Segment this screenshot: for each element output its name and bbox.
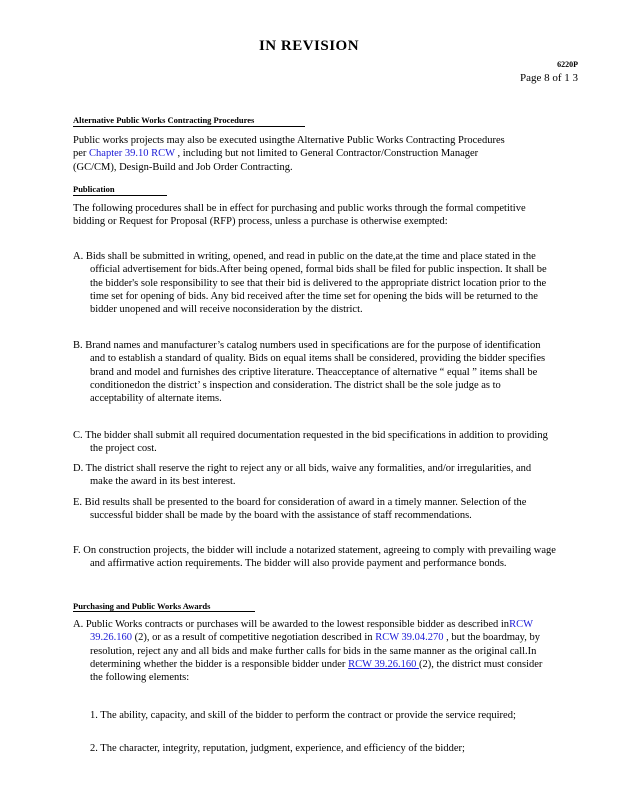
publication-intro: The following procedures shall be in effect for purchasing and public works through the formal competitive bidding or Request for Proposal (RFP) process, unless a purchase is otherwise exempted: (73, 203, 526, 228)
list-item-f: F. On construction projects, the bidder will include a notarized statement, agreeing to comply with prevailing wage and affirmative action requirements. The bidder will also provide payment and performance bonds. (73, 545, 556, 570)
heading-underline (73, 611, 255, 612)
rcw-39-26-160-link[interactable]: RCW 39.26.160 (90, 619, 533, 644)
page-title: IN REVISION (258, 38, 360, 54)
list-item-c: C. The bidder shall submit all required documentation requested in the bid specifications in addition to providing the project cost. (73, 430, 548, 455)
list-item-b: B. Brand names and manufacturer’s catalog numbers used in specifications are for the purpose of identification and to establish a standard of quality. Bids on equal items shall be considered, providing the bidder specifies brand and model and furnishes des criptive literature. Theacceptance of alternative “ equal ” items shall be conditionedon the district’ s inspection and consideration. The district shall be the sole judge as to acceptability of alternate items. (73, 340, 546, 405)
alternative-procedures-paragraph: Public works projects may also be executed usingthe Alternative Public Works Contracting Procedures per Chapter 39.10 RCW , including but not limited to General Contractor/Construction Manager (GC/CM), Design-Build and Job Order Contracting. (73, 135, 505, 173)
rcw-39-26-160-underlined-link[interactable]: RCW 39.26.160 (348, 658, 420, 670)
list-item-awards-a: A. Public Works contracts or purchases will be awarded to the lowest responsible bidder as described inRCW 39.26.160 (2), or as a result of competitive negotiation described in RCW 39.04.270 , but the boardmay, by resolution, reject any and all bids and make further calls for bids in the same manner as the original call.In determining whether the bidder is a responsible bidder under RCW 39.26.160 (2), the district must consider the following elements: (73, 619, 543, 684)
section-heading-purchasing-awards: Purchasing and Public Works Awards (73, 601, 211, 611)
heading-underline (73, 126, 305, 127)
rcw-39-04-270-link[interactable]: RCW 39.04.270 (375, 632, 444, 644)
sub-item-2: 2. The character, integrity, reputation, judgment, experience, and efficiency of the bidder; (90, 743, 465, 754)
chapter-39-10-rcw-link[interactable]: Chapter 39.10 RCW (89, 148, 175, 160)
section-heading-alternative-procedures: Alternative Public Works Contracting Procedures (73, 115, 255, 125)
section-heading-publication: Publication (73, 184, 115, 194)
list-item-d: D. The district shall reserve the right to reject any or all bids, waive any formalities, and/or irregularities, and make the award in its best interest. (73, 463, 532, 488)
list-item-a: A. Bids shall be submitted in writing, opened, and read in public on the date,at the time and place stated in the official advertisement for bids.After being opened, formal bids shall be filed for public inspection. It shall be the bidder's sole responsibility to see that their bid is delivered to the appropriate district location prior to the time set for opening of bids. Any bid received after the time set for opening the bids will be returned to the bidder unopened and will receive noconsideration by the district. (73, 251, 547, 316)
page-number: Page 8 of 1 3 (519, 72, 578, 84)
policy-code: 6220P (557, 60, 578, 69)
sub-item-1: 1. The ability, capacity, and skill of the bidder to perform the contract or provide the service required; (90, 710, 516, 721)
list-item-e: E. Bid results shall be presented to the board for consideration of award in a timely manner. Selection of the successful bidder shall be made by the board with the assistance of staff recommendations. (73, 497, 527, 522)
heading-underline (73, 195, 167, 196)
